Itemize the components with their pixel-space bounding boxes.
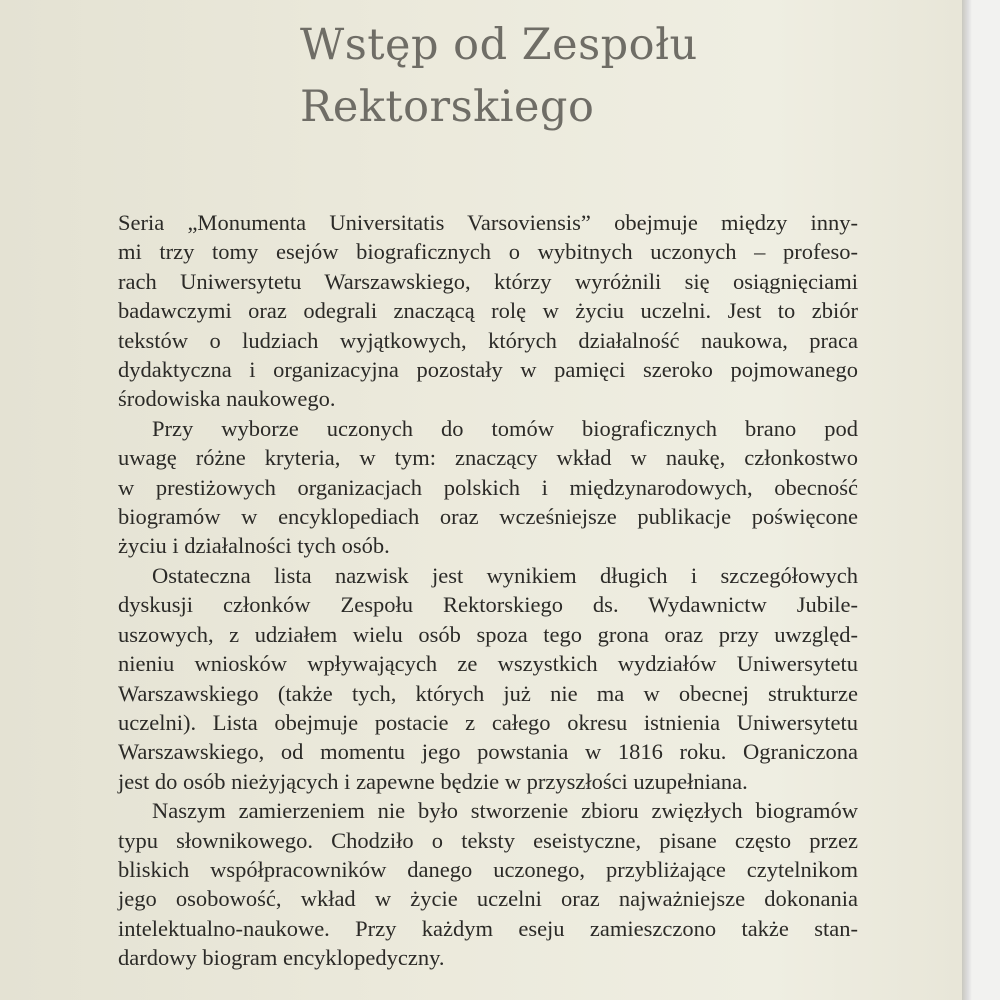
text-line: Warszawskiego, od momentu jego powstania w 1816 roku. Ograniczona [118, 739, 858, 765]
paragraph-3 [118, 561, 858, 796]
text-line: środowiska naukowego. [118, 386, 336, 412]
text-line: badawczymi oraz odegrali znaczącą rolę w życiu uczelni. Jest to zbiór [118, 298, 858, 324]
text-line: dyskusji członków Zespołu Rektorskiego ds. Wydawnictw Jubile- [118, 592, 858, 618]
text-line: bliskich współpracowników danego uczonego, przybliżające czytelnikom [118, 856, 858, 882]
page-title [300, 14, 940, 138]
paragraph-1 [118, 208, 858, 414]
title-line-1: Wstęp od Zespołu [300, 20, 698, 70]
text-line: Naszym zamierzeniem nie było stworzenie zbioru zwięzłych biogramów [152, 798, 858, 824]
text-line: Ostateczna lista nazwisk jest wynikiem długich i szczegółowych [152, 562, 858, 588]
text-line: jest do osób nieżyjących i zapewne będzie w przyszłości uzupełniana. [118, 768, 748, 794]
text-line: biogramów w encyklopediach oraz wcześniejsze publikacje poświęcone [118, 504, 858, 530]
text-line: Seria „Monumenta Universitatis Varsoviensis” obejmuje między inny- [118, 210, 858, 235]
text-line: Przy wyborze uczonych do tomów biograficznych brano pod [152, 415, 858, 441]
text-line: jego osobowość, wkład w życie uczelni oraz najważniejsze dokonania [118, 886, 858, 912]
text-line: nieniu wniosków wpływających ze wszystkich wydziałów Uniwersytetu [118, 651, 858, 677]
text-line: uczelni). Lista obejmuje postacie z całego okresu istnienia Uniwersytetu [118, 709, 858, 735]
text-line: uszowych, z udziałem wielu osób spoza tego grona oraz przy uwzględ- [118, 621, 858, 647]
paragraph-2 [118, 414, 858, 561]
text-line: rach Uniwersytetu Warszawskiego, którzy wyróżnili się osiągnięciami [118, 268, 858, 294]
text-line: życiu i działalności tych osób. [118, 533, 390, 559]
page-edge [962, 0, 972, 1000]
paragraph-4 [118, 796, 858, 972]
text-line: Warszawskiego (także tych, których już nie ma w obecnej strukturze [118, 680, 858, 706]
text-line: mi trzy tomy esejów biograficznych o wybitnych uczonych – profeso- [118, 239, 858, 265]
text-line: w prestiżowych organizacjach polskich i międzynarodowych, obecność [118, 474, 858, 500]
text-line: dardowy biogram encyklopedyczny. [118, 945, 445, 971]
body-text [118, 208, 858, 973]
text-line: uwagę różne kryteria, w tym: znaczący wkład w naukę, członkostwo [118, 445, 858, 471]
text-line: dydaktyczna i organizacyjna pozostały w pamięci szeroko pojmowanego [118, 357, 858, 383]
text-line: typu słownikowego. Chodziło o teksty eseistyczne, pisane często przez [118, 827, 858, 853]
title-line-2: Rektorskiego [300, 82, 595, 132]
text-line: intelektualno-naukowe. Przy każdym eseju zamieszczono także stan- [118, 915, 858, 941]
text-line: tekstów o ludziach wyjątkowych, których działalność naukowa, praca [118, 327, 858, 353]
